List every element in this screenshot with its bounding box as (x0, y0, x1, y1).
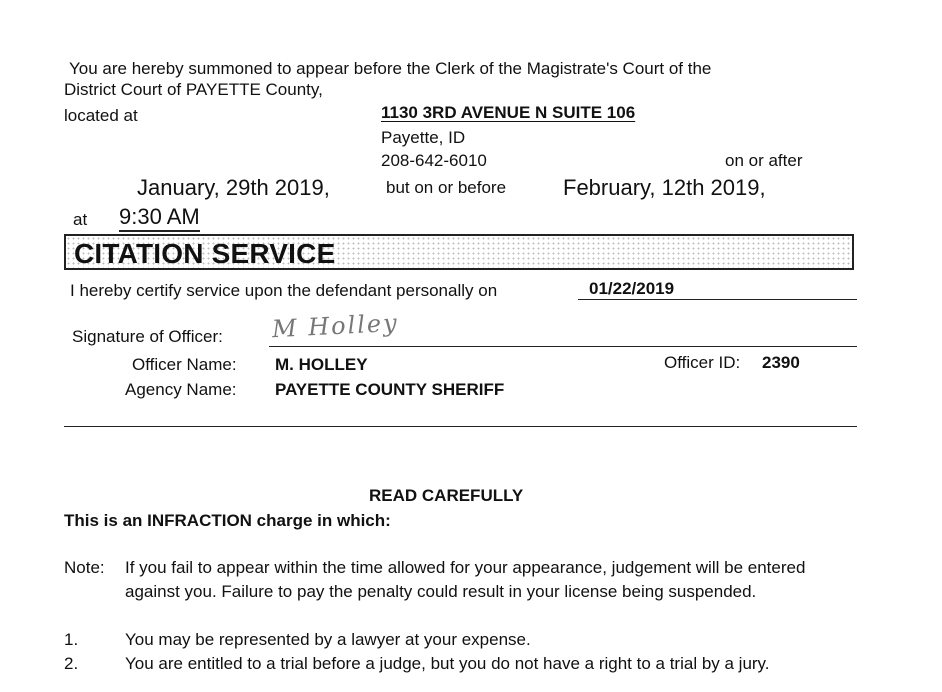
officer-id-label: Officer ID: (664, 353, 741, 372)
appearance-start-date: January, 29th 2019, (137, 175, 330, 200)
at-label: at (73, 210, 88, 229)
but-before-label: but on or before (386, 178, 507, 197)
citation-service-title: CITATION SERVICE (74, 238, 336, 269)
officer-name: M. HOLLEY (275, 355, 368, 374)
signature-line (269, 346, 857, 347)
court-phone: 208-642-6010 (381, 151, 487, 170)
note-text: If you fail to appear within the time allowed for your appearance, judgement will be entered against you. Failure to pay the penalty could result in your license being suspended. (125, 558, 806, 601)
located-at-label: located at (64, 106, 138, 125)
certify-text: I hereby certify service upon the defendant personally on (70, 281, 498, 300)
court-address: 1130 3RD AVENUE N SUITE 106 (381, 103, 636, 122)
summons-text-line2: District Court of PAYETTE County, (64, 80, 323, 99)
note-label: Note: (64, 558, 105, 577)
officer-signature: M Holley (271, 308, 400, 344)
service-date: 01/22/2019 (589, 279, 675, 298)
citation-service-header (64, 234, 854, 270)
service-date-underline (578, 299, 857, 300)
appearance-end-date: February, 12th 2019, (563, 175, 766, 200)
section-divider (64, 426, 857, 427)
infraction-subheading: This is an INFRACTION charge in which: (64, 511, 391, 530)
summons-text-line1: You are hereby summoned to appear before the Clerk of the Magistrate's Court of the (69, 59, 712, 78)
agency-name: PAYETTE COUNTY SHERIFF (275, 380, 505, 399)
read-carefully-heading: READ CAREFULLY (369, 486, 524, 505)
officer-name-label: Officer Name: (132, 355, 237, 374)
officer-id: 2390 (762, 353, 800, 372)
appearance-time: 9:30 AM (119, 204, 200, 232)
court-city: Payette, ID (381, 128, 466, 147)
item-text: You may be represented by a lawyer at your expense. (125, 630, 531, 649)
item-number: 1. (64, 630, 79, 649)
on-or-after-label: on or after (725, 151, 803, 170)
item-text: You are entitled to a trial before a judge, but you do not have a right to a trial by a jury. (125, 654, 770, 673)
agency-name-label: Agency Name: (125, 380, 237, 399)
signature-label: Signature of Officer: (72, 327, 223, 346)
item-number: 2. (64, 654, 79, 673)
